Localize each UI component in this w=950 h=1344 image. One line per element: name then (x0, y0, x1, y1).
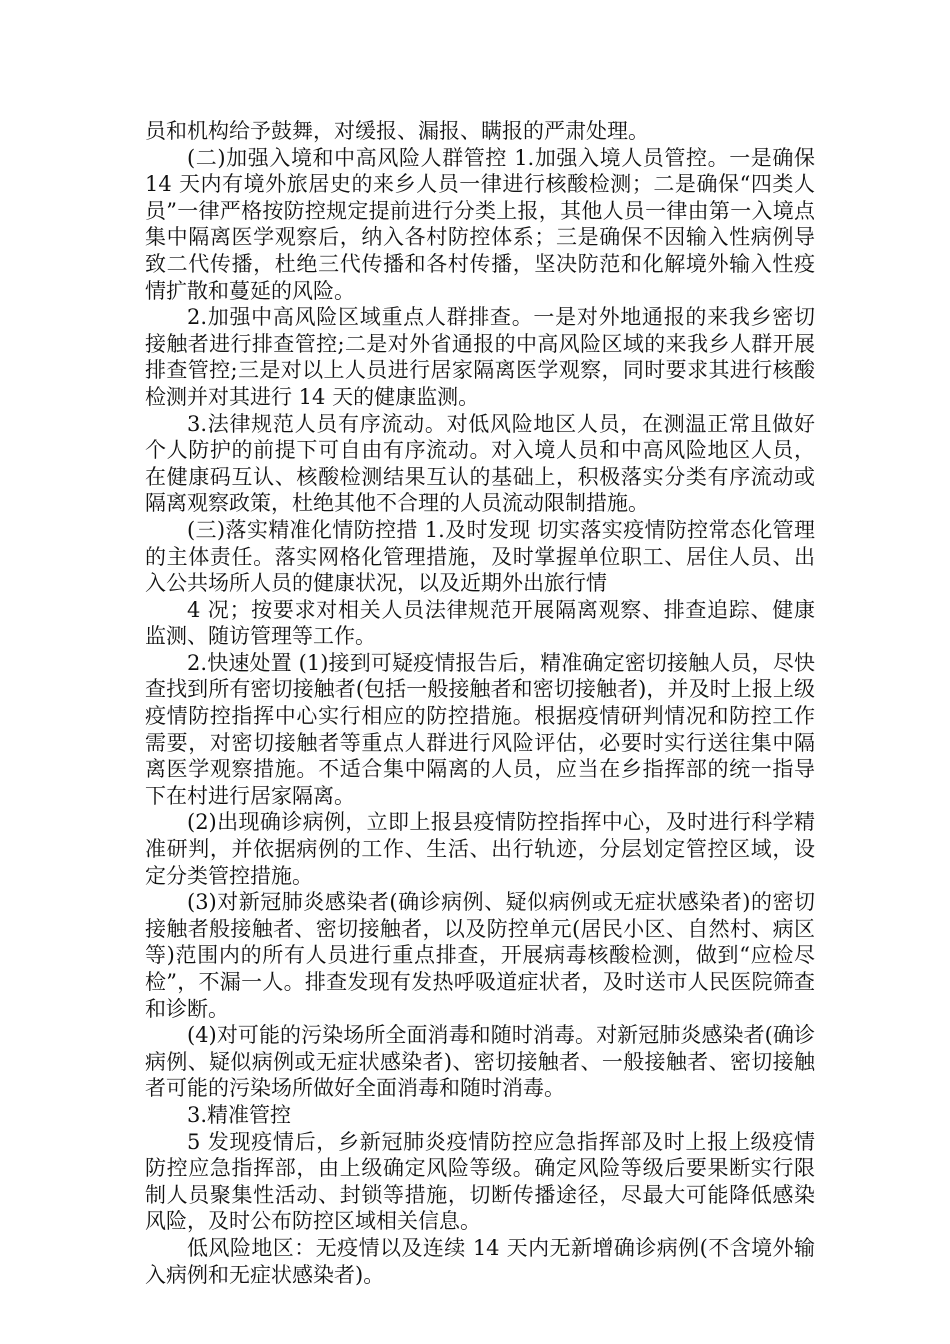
paragraph-13: 低风险地区：无疫情以及连续 14 天内无新增确诊病例(不含境外输入病例和无症状感染者)。 (145, 1235, 815, 1287)
paragraph-4: 3.法律规范人员有序流动。对低风险地区人员，在测温正常且做好个人防护的前提下可自由有序流动。对入境人员和中高风险地区人员，在健康码互认、核酸检测结果互认的基础上，积极落实分类有序流动或隔离观察政策，杜绝其他不合理的人员流动限制措施。 (145, 411, 815, 516)
paragraph-11: 3.精准管控 (187, 1102, 292, 1127)
paragraph-3: 2.加强中高风险区域重点人群排查。一是对外地通报的来我乡密切接触者进行排查管控;二是对外省通报的中高风险区域的来我乡人群开展排查管控;三是对以上人员进行居家隔离医学观察，同时要求其进行核酸检测并对其进行 14 天的健康监测。 (145, 305, 815, 409)
paragraph-10: (4)对可能的污染场所全面消毒和随时消毒。对新冠肺炎感染者(确诊病例、疑似病例或无症状感染者)、密切接触者、一般接触者、密切接触者可能的污染场所做好全面消毒和随时消毒。 (145, 1023, 815, 1101)
paragraph-2: (二)加强入境和中高风险人群管控 1.加强入境人员管控。一是确保 14 天内有境外旅居史的来乡人员一律进行核酸检测；二是确保“四类人员”一律严格按防控规定提前进行分类上报，其他人员一律由第一入境点集中隔离医学观察后，纳入各村防控体系；三是确保不因输入性病例导致二代传播，杜绝三代传播和各村传播，坚决防范和化解境外输入性疫情扩散和蔓延的风险。 (145, 145, 815, 303)
paragraph-6: 4 况；按要求对相关人员法律规范开展隔离观察、排查追踪、健康监测、随访管理等工作。 (145, 597, 815, 649)
document-page (145, 118, 815, 1288)
paragraph-5: (三)落实精准化情防控措 1.及时发现 切实落实疫情防控常态化管理的主体责任。落实网格化管理措施，及时掌握单位职工、居住人员、出入公共场所人员的健康状况，以及近期外出旅行情 (145, 517, 815, 596)
paragraph-9: (3)对新冠肺炎感染者(确诊病例、疑似病例或无症状感染者)的密切接触者般接触者、密切接触者，以及防控单元(居民小区、自然村、病区等)范围内的所有人员进行重点排查，开展病毒核酸检测，做到“应检尽检”，不漏一人。排查发现有发热呼吸道症状者，及时送市人民医院筛查和诊断。 (145, 890, 815, 1021)
paragraph-1: 员和机构给予鼓舞，对缓报、漏报、瞒报的严肃处理。 (145, 119, 649, 143)
paragraph-7: 2.快速处置 (1)接到可疑疫情报告后，精准确定密切接触人员，尽快查找到所有密切接触者(包括一般接触者和密切接触者)，并及时上报上级疫情防控指挥中心实行相应的防控措施。根据疫情研判情况和防控工作需要，对密切接触者等重点人群进行风险评估，必要时实行送往集中隔离医学观察措施。不适合集中隔离的人员，应当在乡指挥部的统一指导下在村进行居家隔离。 (145, 650, 815, 808)
paragraph-12: 5 发现疫情后，乡新冠肺炎疫情防控应急指挥部及时上报上级疫情防控应急指挥部，由上级确定风险等级。确定风险等级后要果断实行限制人员聚集性活动、封锁等措施，切断传播途径，尽最大可能降低感染风险，及时公布防控区域相关信息。 (145, 1129, 815, 1234)
paragraph-8: (2)出现确诊病例，立即上报县疫情防控指挥中心，及时进行科学精准研判，并依据病例的工作、生活、出行轨迹，分层划定管控区域，设定分类管控措施。 (145, 810, 815, 888)
